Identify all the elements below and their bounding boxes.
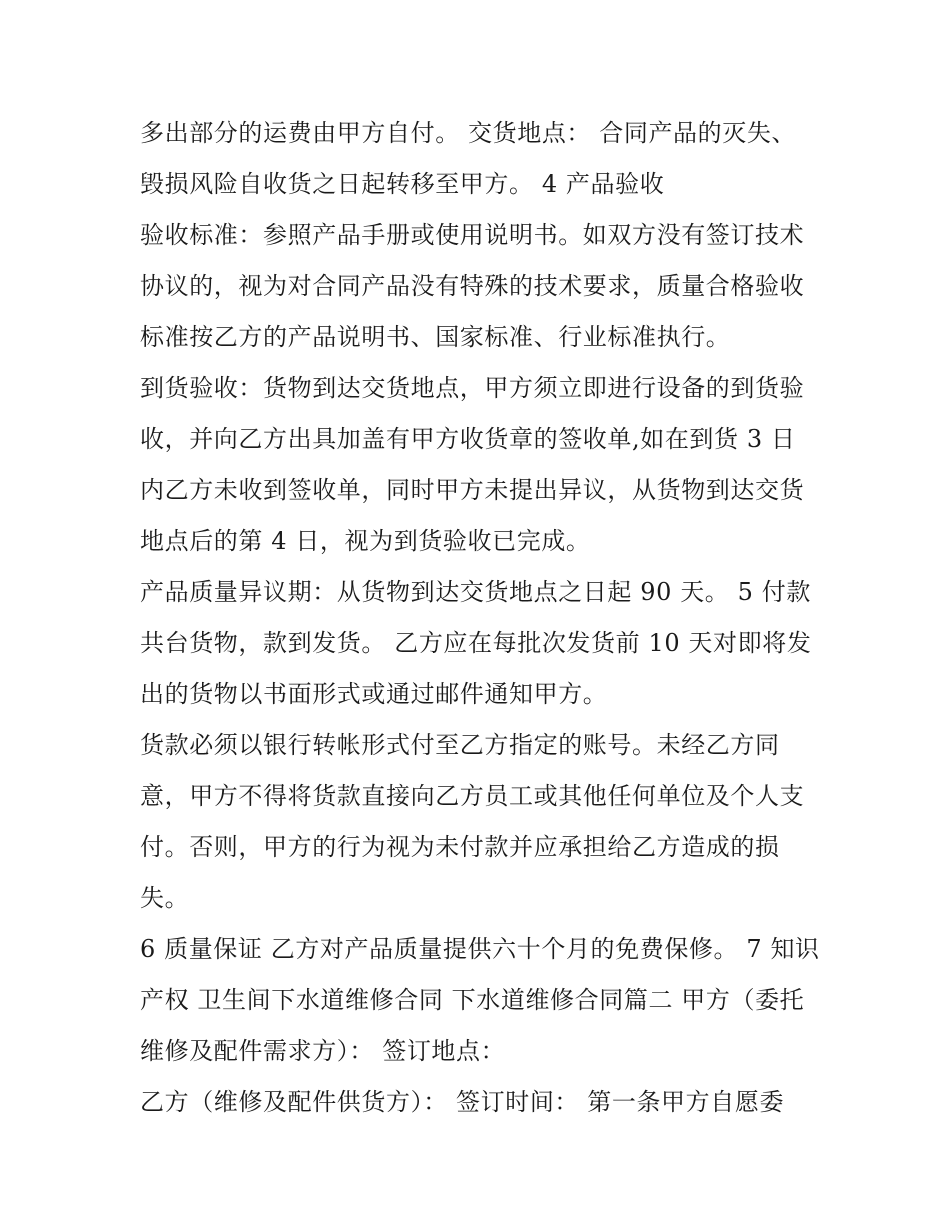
text-line: 共台货物，款到发货。 乙方应在每批次发货前 10 天对即将发 bbox=[140, 629, 812, 657]
text-line: 产品质量异议期：从货物到达交货地点之日起 90 天。 5 付款 bbox=[140, 578, 811, 606]
paragraph-arrival-inspection bbox=[140, 363, 830, 567]
text-line: 失。 bbox=[140, 884, 190, 912]
text-line: 标准按乙方的产品说明书、国家标准、行业标准执行。 bbox=[140, 323, 731, 351]
paragraph-delivery bbox=[140, 108, 830, 210]
text-line: 货款必须以银行转帐形式付至乙方指定的账号。未经乙方同 bbox=[140, 731, 780, 759]
text-line: 地点后的第 4 日，视为到货验收已完成。 bbox=[140, 527, 591, 555]
text-line: 出的货物以书面形式或通过邮件通知甲方。 bbox=[140, 680, 608, 708]
text-line: 内乙方未收到签收单，同时甲方未提出异议，从货物到达交货 bbox=[140, 476, 805, 504]
document-body bbox=[140, 108, 830, 1128]
text-line: 毁损风险自收货之日起转移至甲方。 4 产品验收 bbox=[140, 170, 665, 198]
text-line: 协议的，视为对合同产品没有特殊的技术要求，质量合格验收 bbox=[140, 272, 805, 300]
paragraph-acceptance-standard bbox=[140, 210, 830, 363]
text-line: 验收标准：参照产品手册或使用说明书。如双方没有签订技术 bbox=[140, 221, 805, 249]
text-line: 到货验收：货物到达交货地点，甲方须立即进行设备的到货验 bbox=[140, 374, 805, 402]
paragraph-warranty bbox=[140, 924, 830, 1077]
text-line: 6 质量保证 乙方对产品质量提供六十个月的免费保修。 7 知识 bbox=[140, 935, 820, 963]
text-line: 乙方（维修及配件供货方）： 签订时间： 第一条甲方自愿委 bbox=[140, 1088, 785, 1116]
text-line: 收，并向乙方出具加盖有甲方收货章的签收单,如在到货 3 日 bbox=[140, 425, 796, 453]
text-line: 维修及配件需求方）： 签订地点： bbox=[140, 1037, 506, 1065]
paragraph-party-b bbox=[140, 1077, 830, 1128]
text-line: 多出部分的运费由甲方自付。 交货地点： 合同产品的灭失、 bbox=[140, 119, 797, 147]
text-line: 意，甲方不得将货款直接向乙方员工或其他任何单位及个人支 bbox=[140, 782, 805, 810]
text-line: 产权 卫生间下水道维修合同 下水道维修合同篇二 甲方（委托 bbox=[140, 986, 805, 1014]
paragraph-payment bbox=[140, 720, 830, 924]
paragraph-quality-objection bbox=[140, 567, 830, 720]
text-line: 付。否则，甲方的行为视为未付款并应承担给乙方造成的损 bbox=[140, 833, 780, 861]
